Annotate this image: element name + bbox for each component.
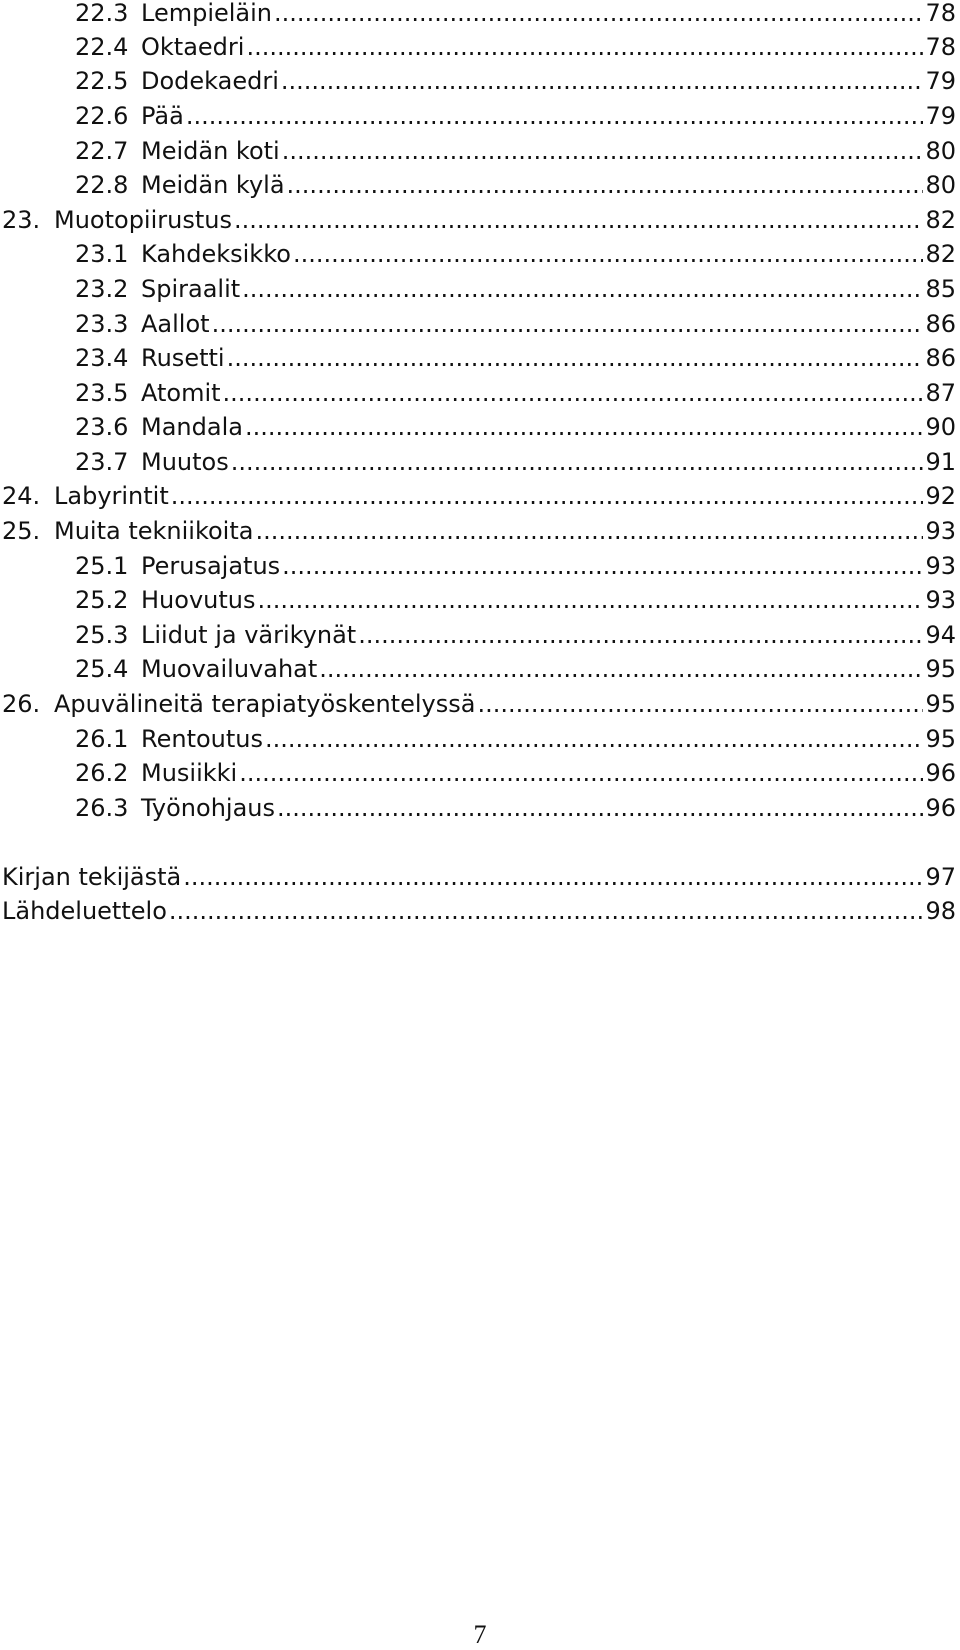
toc-entry-title: Dodekaedri: [141, 67, 279, 95]
toc-entry[interactable]: [0, 549, 956, 583]
toc-entry-leader: [171, 479, 924, 513]
toc-entry-leader: [257, 583, 923, 617]
toc-entry-title: Liidut ja värikynät: [141, 621, 357, 649]
toc-entry-leader: [358, 618, 923, 652]
toc-entry[interactable]: [0, 64, 956, 98]
toc-entry-title: Muovailuvahat: [141, 655, 318, 683]
toc-entry-leader: [227, 341, 924, 375]
toc-entry-title: Spiraalit: [141, 275, 241, 303]
toc-entry[interactable]: [0, 722, 956, 756]
toc-entry-page: 98: [925, 897, 956, 925]
toc-entry-leader: [183, 860, 923, 894]
toc-entry-number: 22.7: [75, 137, 129, 165]
toc-entry[interactable]: [0, 307, 956, 341]
toc-entry-number: 26.3: [75, 794, 129, 822]
toc-entry[interactable]: [0, 0, 956, 30]
toc-entry-page: 82: [925, 240, 956, 268]
toc-entry-number: 24.: [2, 482, 41, 510]
toc-entry-leader: [245, 410, 924, 444]
toc-entry-number: 26.: [2, 690, 41, 718]
toc-entry-title: Oktaedri: [141, 33, 245, 61]
toc-entry[interactable]: [0, 791, 956, 825]
toc-entry-leader: [274, 0, 923, 30]
toc-entry-title: Kirjan tekijästä: [2, 863, 182, 891]
toc-entry[interactable]: [0, 376, 956, 410]
toc-entry-title: Pää: [141, 102, 184, 130]
toc-entry-title: Mandala: [141, 413, 243, 441]
page-number: 7: [473, 1620, 487, 1649]
toc-entry-leader: [186, 99, 924, 133]
toc-entry-leader: [212, 307, 924, 341]
toc-entry-leader: [282, 134, 924, 168]
toc-entry-page: 86: [925, 310, 956, 338]
toc-entry-title: Labyrintit: [54, 482, 169, 510]
toc-entry[interactable]: [0, 687, 956, 721]
toc-entry[interactable]: [0, 514, 956, 548]
toc-entry-leader: [231, 445, 924, 479]
toc-entry-page: 79: [925, 67, 956, 95]
toc-entry-number: 25.1: [75, 552, 129, 580]
toc-entry-title: Muotopiirustus: [54, 206, 232, 234]
toc-entry-leader: [293, 237, 924, 271]
toc-entry-page: 92: [925, 482, 956, 510]
toc-entry-page: 97: [925, 863, 956, 891]
toc-entry-page: 90: [925, 413, 956, 441]
toc-entry-page: 95: [925, 690, 956, 718]
toc-entry-title: Atomit: [141, 379, 221, 407]
toc-entry-number: 22.6: [75, 102, 129, 130]
toc-entry-page: 78: [925, 0, 956, 27]
toc-entry[interactable]: [0, 479, 956, 513]
toc-entry-page: 96: [925, 794, 956, 822]
toc-entry-leader: [282, 549, 923, 583]
toc-entry-page: 93: [925, 552, 956, 580]
toc-entry-page: 80: [925, 171, 956, 199]
toc-entry-number: 23.4: [75, 344, 129, 372]
toc-entry-page: 82: [925, 206, 956, 234]
toc-entry-page: 95: [925, 725, 956, 753]
toc-entry-title: Perusajatus: [141, 552, 281, 580]
toc-entry-title: Rentoutus: [141, 725, 264, 753]
toc-entry-page: 94: [925, 621, 956, 649]
toc-entry-page: 95: [925, 655, 956, 683]
toc-entry-leader: [239, 756, 923, 790]
toc-entry-number: 26.2: [75, 759, 129, 787]
toc-entry[interactable]: [0, 134, 956, 168]
toc-entry-title: Apuvälineitä terapiatyöskentelyssä: [54, 690, 476, 718]
toc-entry-leader: [242, 272, 923, 306]
toc-entry[interactable]: [0, 410, 956, 444]
toc-entry-leader: [265, 722, 923, 756]
toc-entry-leader: [246, 30, 923, 64]
toc-entry-leader: [287, 168, 924, 202]
toc-entry-page: 93: [925, 586, 956, 614]
toc-entry[interactable]: [0, 30, 956, 64]
toc-entry-leader: [281, 64, 924, 98]
toc-entry-page: 93: [925, 517, 956, 545]
toc-entry-number: 25.3: [75, 621, 129, 649]
toc-entry-number: 22.5: [75, 67, 129, 95]
toc-entry[interactable]: [0, 894, 956, 928]
toc-entry-title: Rusetti: [141, 344, 225, 372]
toc-entry[interactable]: [0, 203, 956, 237]
toc-entry[interactable]: [0, 445, 956, 479]
toc-entry-leader: [234, 203, 923, 237]
toc-entry-page: 78: [925, 33, 956, 61]
toc-entry-leader: [169, 894, 924, 928]
toc-entry[interactable]: [0, 618, 956, 652]
toc-entry-number: 22.8: [75, 171, 129, 199]
toc-entry-number: 26.1: [75, 725, 129, 753]
toc-entry-title: Muita tekniikoita: [54, 517, 254, 545]
toc-entry[interactable]: [0, 341, 956, 375]
toc-entry-leader: [255, 514, 923, 548]
toc-entry-title: Meidän kylä: [141, 171, 285, 199]
toc-entry-number: 23.6: [75, 413, 129, 441]
toc-entry[interactable]: [0, 272, 956, 306]
toc-entry[interactable]: [0, 99, 956, 133]
toc-entry[interactable]: [0, 756, 956, 790]
toc-entry-page: 91: [925, 448, 956, 476]
toc-entry-title: Meidän koti: [141, 137, 280, 165]
toc-entry[interactable]: [0, 860, 956, 894]
toc-entry-title: Huovutus: [141, 586, 256, 614]
toc-entry-number: 25.4: [75, 655, 129, 683]
toc-entry-leader: [223, 376, 924, 410]
toc-entry-number: 23.: [2, 206, 41, 234]
toc-entry-leader: [277, 791, 923, 825]
toc-entry-title: Muutos: [141, 448, 229, 476]
toc-entry-number: 23.3: [75, 310, 129, 338]
toc-entry-leader: [477, 687, 923, 721]
toc-entry[interactable]: [0, 237, 956, 271]
toc-entry-title: Aallot: [141, 310, 210, 338]
toc-entry-page: 96: [925, 759, 956, 787]
toc-entry-page: 80: [925, 137, 956, 165]
toc-entry-page: 85: [925, 275, 956, 303]
toc-entry-number: 23.1: [75, 240, 129, 268]
toc-entry-page: 79: [925, 102, 956, 130]
toc-entry-page: 86: [925, 344, 956, 372]
toc-entry-page: 87: [925, 379, 956, 407]
toc-entry-leader: [319, 652, 923, 686]
toc-entry[interactable]: [0, 168, 956, 202]
toc-entry-number: 23.7: [75, 448, 129, 476]
toc-entry-title: Lähdeluettelo: [2, 897, 167, 925]
toc-entry-number: 23.2: [75, 275, 129, 303]
toc-entry-number: 25.: [2, 517, 41, 545]
toc-entry-number: 22.4: [75, 33, 129, 61]
toc-entry-title: Lempieläin: [141, 0, 273, 27]
toc-entry-title: Musiikki: [141, 759, 238, 787]
toc-entry-title: Työnohjaus: [141, 794, 276, 822]
toc-entry-number: 25.2: [75, 586, 129, 614]
toc-entry-number: 22.3: [75, 0, 129, 27]
toc-entry[interactable]: [0, 652, 956, 686]
toc-entry-number: 23.5: [75, 379, 129, 407]
toc-entry[interactable]: [0, 583, 956, 617]
toc-entry-title: Kahdeksikko: [141, 240, 291, 268]
